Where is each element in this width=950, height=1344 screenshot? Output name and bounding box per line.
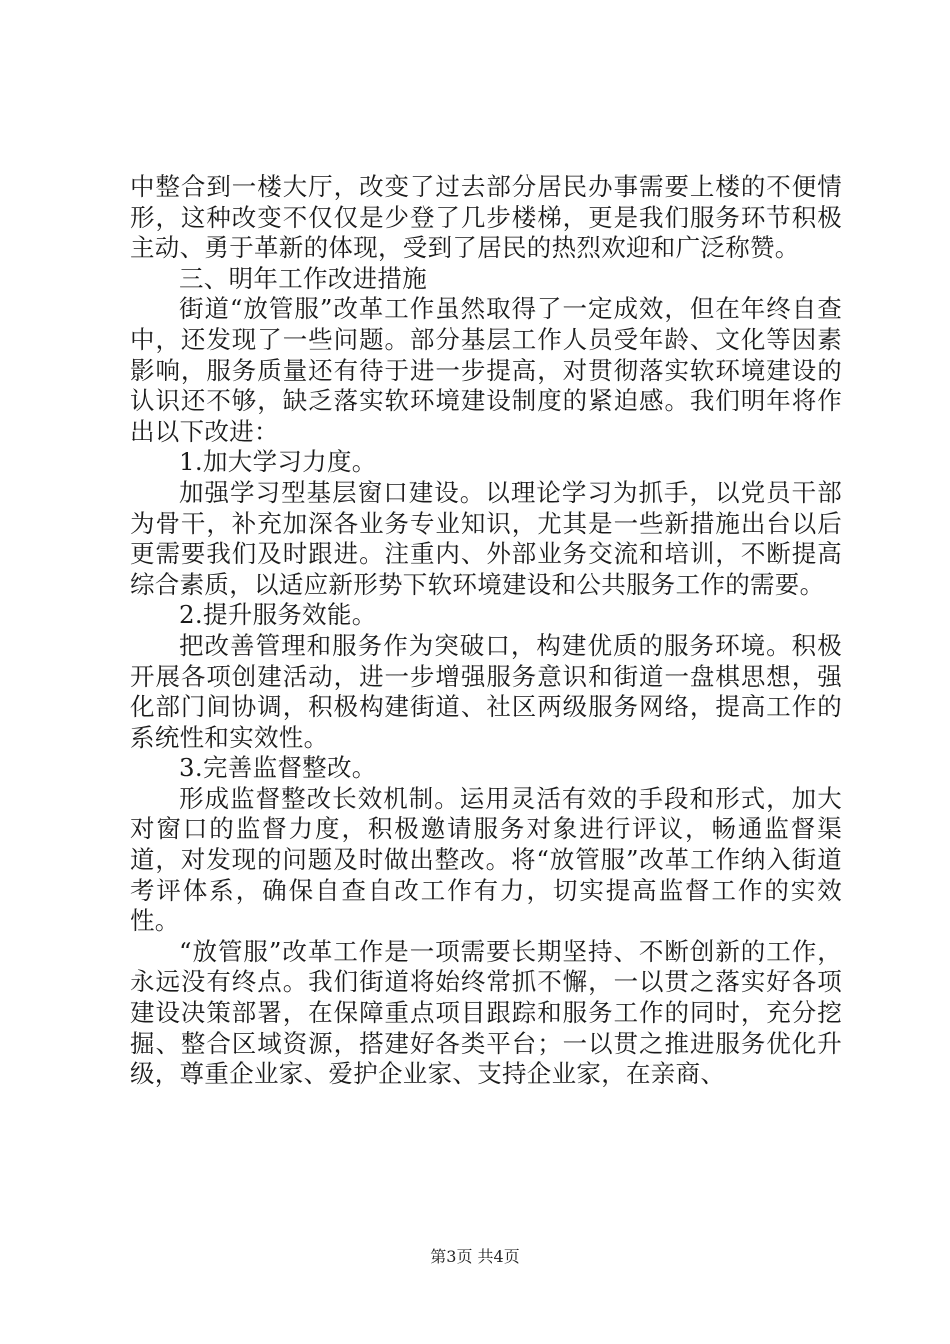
section-heading: 三、明年工作改进措施 bbox=[179, 263, 427, 293]
paragraph: 街道“放管服”改革工作虽然取得了一定成效，但在年终自查中，还发现了一些问题。部分基层工作人员受年龄、文化等因素影响，服务质量还有待于进一步提高，对贯彻落实软环境建设的认识还不够，缺乏落实软环境建设制度的紧迫感。我们明年将作出以下改进： bbox=[130, 294, 842, 446]
paragraph-continuation: 中整合到一楼大厅，改变了过去部分居民办事需要上楼的不便情形，这种改变不仅仅是少登了几步楼梯，更是我们服务环节积极主动、勇于革新的体现，受到了居民的热烈欢迎和广泛称赞。 bbox=[130, 172, 842, 263]
paragraph: “放管服”改革工作是一项需要长期坚持、不断创新的工作，永远没有终点。我们街道将始终常抓不懈，一以贯之落实好各项建设决策部署，在保障重点项目跟踪和服务工作的同时，充分挖掘、整合区域资源，搭建好各类平台；一以贯之推进服务优化升级，尊重企业家、爱护企业家、支持企业家，在亲商、 bbox=[130, 936, 842, 1089]
subheading: 3.完善监督整改。 bbox=[179, 753, 377, 783]
paragraph: 把改善管理和服务作为突破口，构建优质的服务环境。积极开展各项创建活动，进一步增强服务意识和街道一盘棋思想，强化部门间协调，积极构建街道、社区两级服务网络，提高工作的系统性和实效性。 bbox=[130, 630, 842, 752]
subheading: 2.提升服务效能。 bbox=[179, 600, 377, 630]
paragraph: 加强学习型基层窗口建设。以理论学习为抓手，以党员干部为骨干，补充加深各业务专业知识，尤其是一些新措施出台以后更需要我们及时跟进。注重内、外部业务交流和培训，不断提高综合素质，以适应新形势下软环境建设和公共服务工作的需要。 bbox=[130, 477, 842, 599]
subheading: 1.加大学习力度。 bbox=[179, 447, 377, 477]
paragraph: 形成监督整改长效机制。运用灵活有效的手段和形式，加大对窗口的监督力度，积极邀请服务对象进行评议，畅通监督渠道，对发现的问题及时做出整改。将“放管服”改革工作纳入街道考评体系，确保自查自改工作有力，切实提高监督工作的实效性。 bbox=[130, 783, 842, 936]
document-body bbox=[130, 172, 842, 1090]
page-footer: 第3页 共4页 bbox=[430, 1247, 520, 1266]
